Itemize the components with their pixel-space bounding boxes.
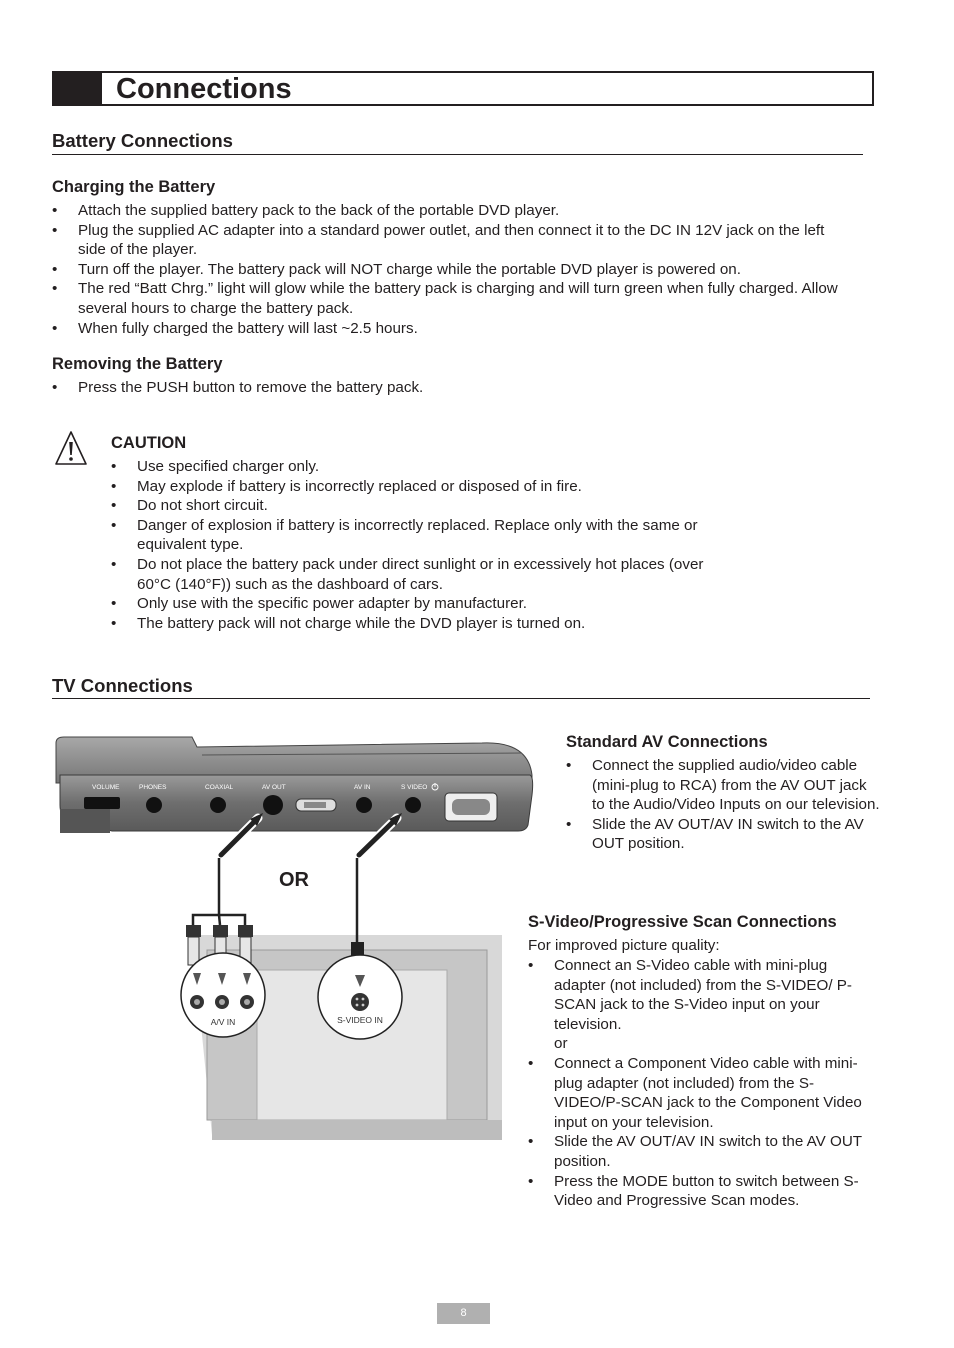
list-item: • Press the MODE button to switch between S-Video and Progressive Scan modes. [528,1172,868,1211]
list-item: • Plug the supplied AC adapter into a standard power outlet, and then connect it to the DC IN 12V jack on the left side of the player. [52,221,852,260]
list-item: • Press the PUSH button to remove the battery pack. [52,378,852,398]
warning-triangle-icon [54,430,88,466]
list-item: • Attach the supplied battery pack to the back of the portable DVD player. [52,201,852,221]
jack-label-volume: VOLUME [92,784,120,791]
list-item: • Slide the AV OUT/AV IN switch to the AV OUT position. [528,1132,868,1171]
battery-section-heading: Battery Connections [52,130,233,151]
svideo-heading: S-Video/Progressive Scan Connections [528,913,837,931]
list-item: • May explode if battery is incorrectly replaced or disposed of in fire. [111,477,721,497]
list-item-text: Connect an S-Video cable with mini-plug adapter (not included) from the S-VIDEO/ P-SCAN jack to the S-Video input on your television. [554,957,852,1033]
list-item: • The red “Batt Chrg.” light will glow while the battery pack is charging and will turn green when fully charged. Allow several hours to charge the battery pack. [52,279,852,318]
list-item: • When fully charged the battery will last ~2.5 hours. [52,319,852,339]
list-item: • Connect the supplied audio/video cable (mini-plug to RCA) from the AV OUT jack to the Audio/Video Inputs on our television. [566,756,881,815]
list-item: • Danger of explosion if battery is incorrectly replaced. Replace only with the same or equivalent type. [111,516,721,555]
jack-label-av-out: AV OUT [262,784,286,791]
jack-label-av-in: AV IN [354,784,371,791]
list-item: • Only use with the specific power adapter by manufacturer. [111,594,721,614]
list-item: • Do not short circuit. [111,496,721,516]
list-item: • Use specified charger only. [111,457,721,477]
svideo-intro: For improved picture quality: [528,937,720,954]
removing-heading: Removing the Battery [52,355,223,373]
tv-section-rule [52,698,870,699]
standard-av-list [566,756,881,854]
list-item: • The battery pack will not charge while the DVD player is turned on. [111,614,721,634]
page-title: Connections [116,73,292,105]
list-item: • Do not place the battery pack under direct sunlight or in excessively hot places (over 60°C (140°F)) such as the dashboard of cars. [111,555,721,594]
tv-section-heading: TV Connections [52,675,193,696]
av-in-label: A/V IN [210,1017,236,1027]
header-block [52,71,102,106]
jack-label-coaxial: COAXIAL [205,784,234,791]
battery-section-rule [52,154,863,155]
list-item: • Connect a Component Video cable with mini-plug adapter (not included) from the S-VIDEO/P-SCAN jack to the Component Video input on your television. [528,1054,868,1132]
svideo-list [528,956,868,1211]
or-text: or [554,1035,568,1053]
jack-label-phones: PHONES [139,784,167,791]
charging-list [52,201,852,338]
list-item: • Turn off the player. The battery pack will NOT charge while the portable DVD player is powered on. [52,260,852,280]
caution-heading: CAUTION [111,434,187,452]
jack-label-s-video: S VIDEO [401,784,428,791]
removing-list [52,378,852,398]
charging-heading: Charging the Battery [52,178,216,196]
list-item [528,956,868,1054]
standard-av-heading: Standard AV Connections [566,733,768,751]
caution-list [111,457,721,633]
tv-connection-diagram [52,735,534,1145]
page-number: 8 [437,1303,490,1324]
or-label: OR [279,869,309,891]
s-video-in-label: S-VIDEO IN [337,1015,383,1025]
list-item: • Slide the AV OUT/AV IN switch to the AV OUT position. [566,815,881,854]
